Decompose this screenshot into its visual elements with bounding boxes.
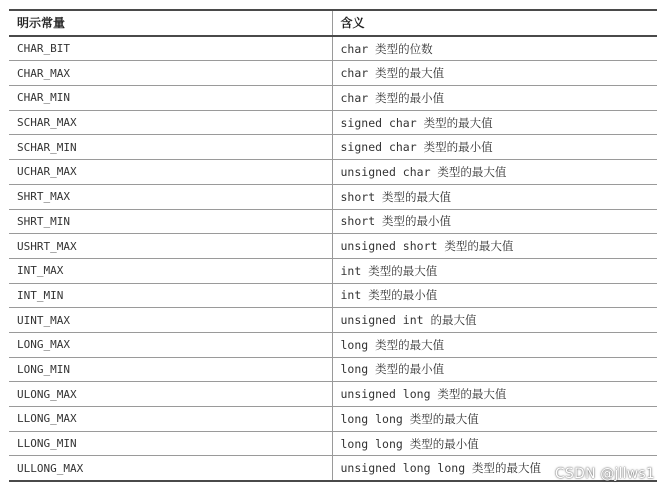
header-constant: 明示常量 — [17, 16, 66, 31]
table-row — [9, 86, 657, 111]
constant-cell: LONG_MIN — [17, 362, 70, 376]
header-meaning: 含义 — [332, 10, 657, 36]
meaning-cell: short 类型的最大值 — [332, 184, 657, 209]
constant-cell: CHAR_MAX — [17, 66, 70, 80]
constant-cell: UINT_MAX — [17, 313, 70, 327]
meaning-cell: signed char 类型的最小值 — [332, 135, 657, 160]
constants-table-container — [9, 9, 657, 482]
table-row — [9, 431, 657, 456]
constant-cell: ULLONG_MAX — [17, 461, 84, 475]
meaning-cell: char 类型的最小值 — [332, 86, 657, 111]
table-row — [9, 160, 657, 185]
constant-cell: SCHAR_MIN — [17, 140, 77, 154]
table-row — [9, 184, 657, 209]
constant-cell: LLONG_MIN — [17, 437, 77, 451]
meaning-cell: long long 类型的最大值 — [332, 407, 657, 432]
meaning-cell: long long 类型的最小值 — [332, 431, 657, 456]
table-row — [9, 234, 657, 259]
meaning-cell: short 类型的最小值 — [332, 209, 657, 234]
meaning-cell: char 类型的位数 — [332, 36, 657, 61]
table-row — [9, 110, 657, 135]
constant-cell: CHAR_MIN — [17, 91, 70, 105]
meaning-cell: unsigned long long 类型的最大值 — [332, 456, 657, 481]
table-row — [9, 308, 657, 333]
table-row — [9, 209, 657, 234]
table-row — [9, 332, 657, 357]
meaning-cell: unsigned long 类型的最大值 — [332, 382, 657, 407]
table-row — [9, 382, 657, 407]
constant-cell: SHRT_MIN — [17, 214, 70, 228]
table-row — [9, 135, 657, 160]
meaning-cell: char 类型的最大值 — [332, 61, 657, 86]
limits-constants-table — [9, 9, 657, 482]
meaning-cell: signed char 类型的最大值 — [332, 110, 657, 135]
constant-cell: CHAR_BIT — [17, 42, 70, 56]
table-row — [9, 407, 657, 432]
meaning-cell: unsigned char 类型的最大值 — [332, 160, 657, 185]
meaning-cell: long 类型的最小值 — [332, 357, 657, 382]
table-header — [9, 10, 657, 36]
constant-cell: LLONG_MAX — [17, 412, 77, 426]
constant-cell: UCHAR_MAX — [17, 165, 77, 179]
meaning-cell: int 类型的最小值 — [332, 283, 657, 308]
meaning-cell: int 类型的最大值 — [332, 258, 657, 283]
table-row — [9, 357, 657, 382]
constant-cell: USHRT_MAX — [17, 239, 77, 253]
table-body — [9, 36, 657, 481]
constant-cell: SHRT_MAX — [17, 190, 70, 204]
meaning-cell: unsigned int 的最大值 — [332, 308, 657, 333]
constant-cell: LONG_MAX — [17, 338, 70, 352]
constant-cell: SCHAR_MAX — [17, 116, 77, 130]
table-row — [9, 36, 657, 61]
constant-cell: INT_MAX — [17, 264, 64, 278]
header-row — [9, 10, 657, 36]
table-row — [9, 283, 657, 308]
table-row — [9, 61, 657, 86]
table-row — [9, 258, 657, 283]
meaning-cell: unsigned short 类型的最大值 — [332, 234, 657, 259]
meaning-cell: long 类型的最大值 — [332, 332, 657, 357]
constant-cell: INT_MIN — [17, 288, 64, 302]
constant-cell: ULONG_MAX — [17, 387, 77, 401]
watermark-text: CSDN @jllws1 — [554, 466, 655, 482]
